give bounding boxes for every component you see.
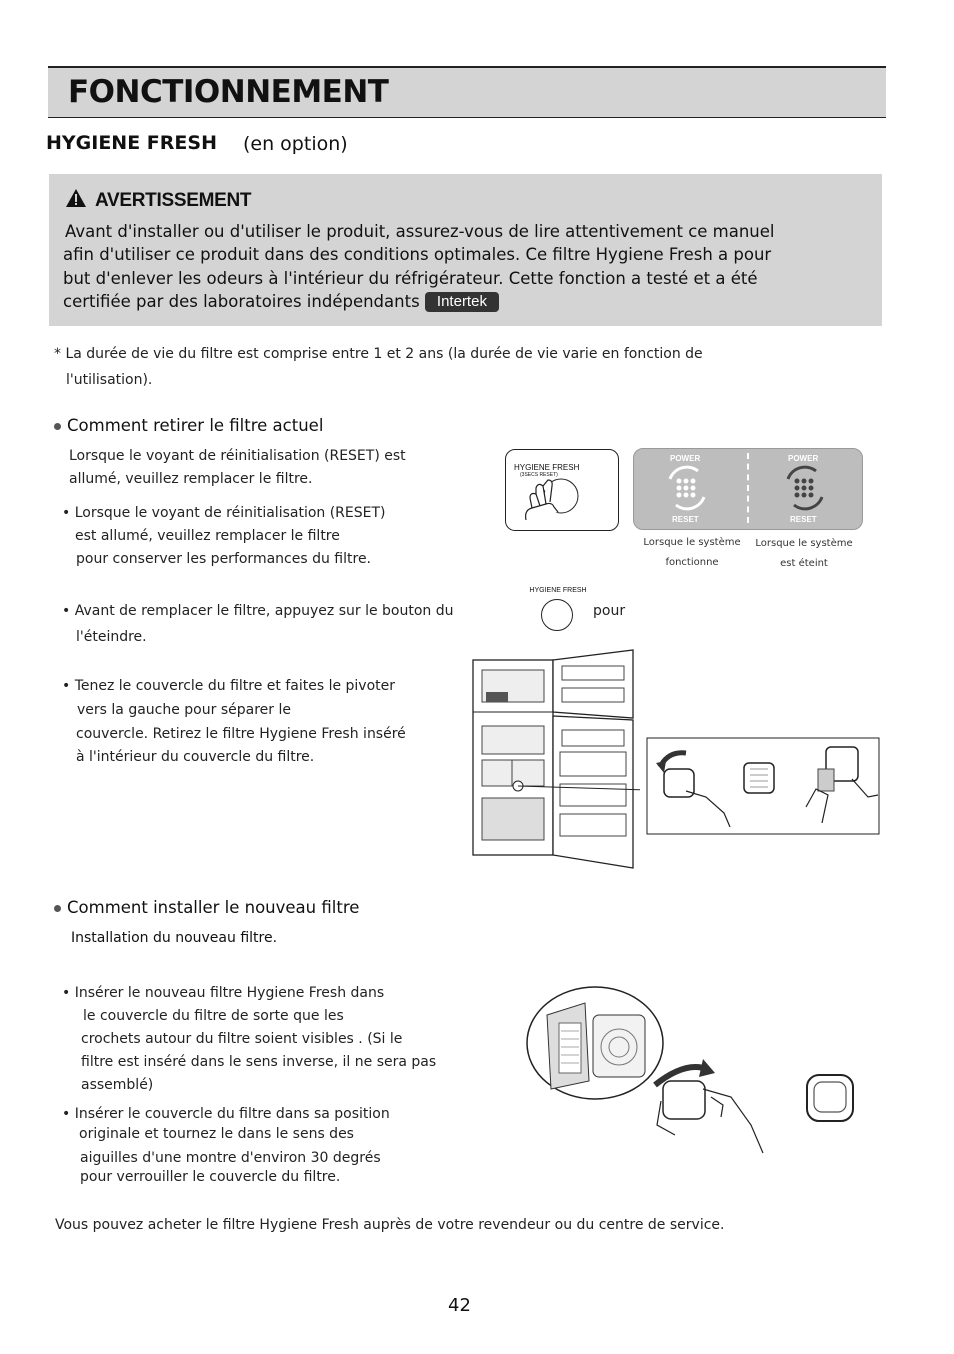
hand-press-icon	[506, 450, 618, 530]
remove-bullet-2: • Avant de remplacer le filtre, appuyez sur le bouton du l'éteindre.	[62, 603, 454, 645]
lifetime-note: * La durée de vie du filtre est comprise entre 1 et 2 ans (la durée de vie varie en fonction de l'utilisation).	[54, 346, 703, 388]
install-heading: Comment installer le nouveau filtre	[54, 898, 359, 917]
filter-removal-detail	[646, 737, 880, 835]
filter-on-icon	[664, 465, 710, 511]
install-bullet-2: • Insérer le couvercle du filtre dans sa position originale et tournez le dans le sens des aiguilles d'une montre d'environ 30 degrés pour verrouiller le couvercle du filtre.	[62, 1106, 390, 1185]
power-label-on: POWER	[670, 454, 701, 463]
warning-text: Avant d'installer ou d'utiliser le produit, assurez-vous de lire attentivement ce manuel afin d'utiliser ce produit dans des conditions optimales. Ce filtre Hygiene Fresh a pour but d'enlever les odeurs à l'intérieur du réfrigérateur. Cette fonction a testé et a été certifiée par des laboratoires indépendants Intertek	[63, 222, 775, 311]
control-panel	[633, 448, 863, 530]
section-title: HYGIENE FRESH	[46, 132, 217, 154]
remove-bullet-2-pour: pour	[593, 603, 626, 619]
filter-cover-icon	[804, 1072, 856, 1124]
header-bar	[48, 66, 886, 118]
page-number: 42	[448, 1295, 471, 1316]
remove-intro: Lorsque le voyant de réinitialisation (RESET) est allumé, veuillez remplacer le filtre.	[69, 448, 406, 487]
power-label-off: POWER	[788, 454, 819, 463]
hygiene-fresh-button-icon	[541, 599, 573, 631]
remove-heading: Comment retirer le filtre actuel	[54, 416, 323, 435]
warning-box	[49, 174, 882, 326]
intertek-badge: Intertek	[425, 292, 499, 312]
remove-bullet-3: • Tenez le couvercle du filtre et faites le pivoter vers la gauche pour séparer le couvercle. Retirez le filtre Hygiene Fresh inséré à l'intérieur du couvercle du filtre.	[62, 678, 406, 765]
section-subtitle: (en option)	[243, 133, 348, 155]
filter-install-illustration	[525, 985, 775, 1155]
filter-off-icon	[782, 465, 828, 511]
fridge-illustration	[470, 648, 640, 873]
caption-on: Lorsque le système fonctionne	[643, 537, 741, 568]
caption-off: Lorsque le système est éteint	[755, 538, 853, 569]
inline-button-figure: HYGIENE FRESH	[529, 587, 587, 594]
install-subheading: Installation du nouveau filtre.	[71, 930, 278, 946]
purchase-note: Vous pouvez acheter le filtre Hygiene Fresh auprès de votre revendeur ou du centre de service.	[55, 1217, 725, 1233]
reset-label-off: RESET	[790, 515, 817, 524]
button-press-figure: HYGIENE FRESH (3SECS RESET)	[505, 449, 619, 531]
install-bullet-1: • Insérer le nouveau filtre Hygiene Fresh dans le couvercle du filtre de sorte que les crochets autour du filtre soient visibles . (Si le filtre est inséré dans le sens inverse, il ne sera pas assemblé)	[62, 985, 437, 1093]
reset-label-on: RESET	[672, 515, 699, 524]
warning-icon	[65, 188, 87, 208]
page-title: FONCTIONNEMENT	[68, 74, 389, 110]
warning-heading: AVERTISSEMENT	[65, 188, 251, 212]
remove-bullet-1: • Lorsque le voyant de réinitialisation (RESET) est allumé, veuillez remplacer le filtre pour conserver les performances du filtre.	[62, 505, 386, 567]
